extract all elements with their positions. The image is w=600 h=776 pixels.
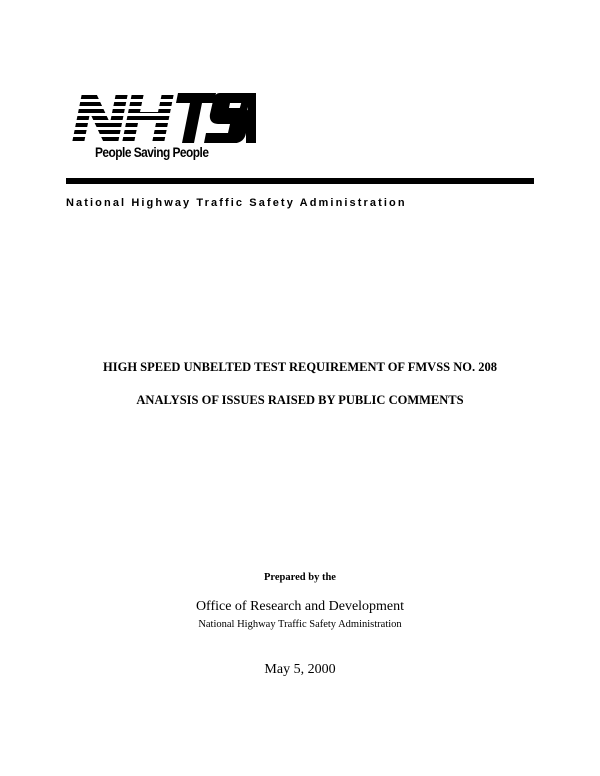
document-subtitle: ANALYSIS OF ISSUES RAISED BY PUBLIC COMMENTS: [136, 393, 464, 407]
document-title: HIGH SPEED UNBELTED TEST REQUIREMENT OF FMVSS NO. 208: [103, 360, 497, 374]
document-date: May 5, 2000: [264, 662, 336, 677]
agency-name: National Highway Traffic Safety Administration: [66, 197, 407, 209]
logo-tagline: People Saving People: [95, 144, 209, 160]
office-agency: National Highway Traffic Safety Administration: [198, 619, 402, 630]
prepared-by-label: Prepared by the: [264, 572, 336, 583]
header-rule: [66, 178, 534, 184]
office-name: Office of Research and Development: [195, 599, 405, 614]
nhtsa-wordmark-graphic: [70, 93, 260, 143]
